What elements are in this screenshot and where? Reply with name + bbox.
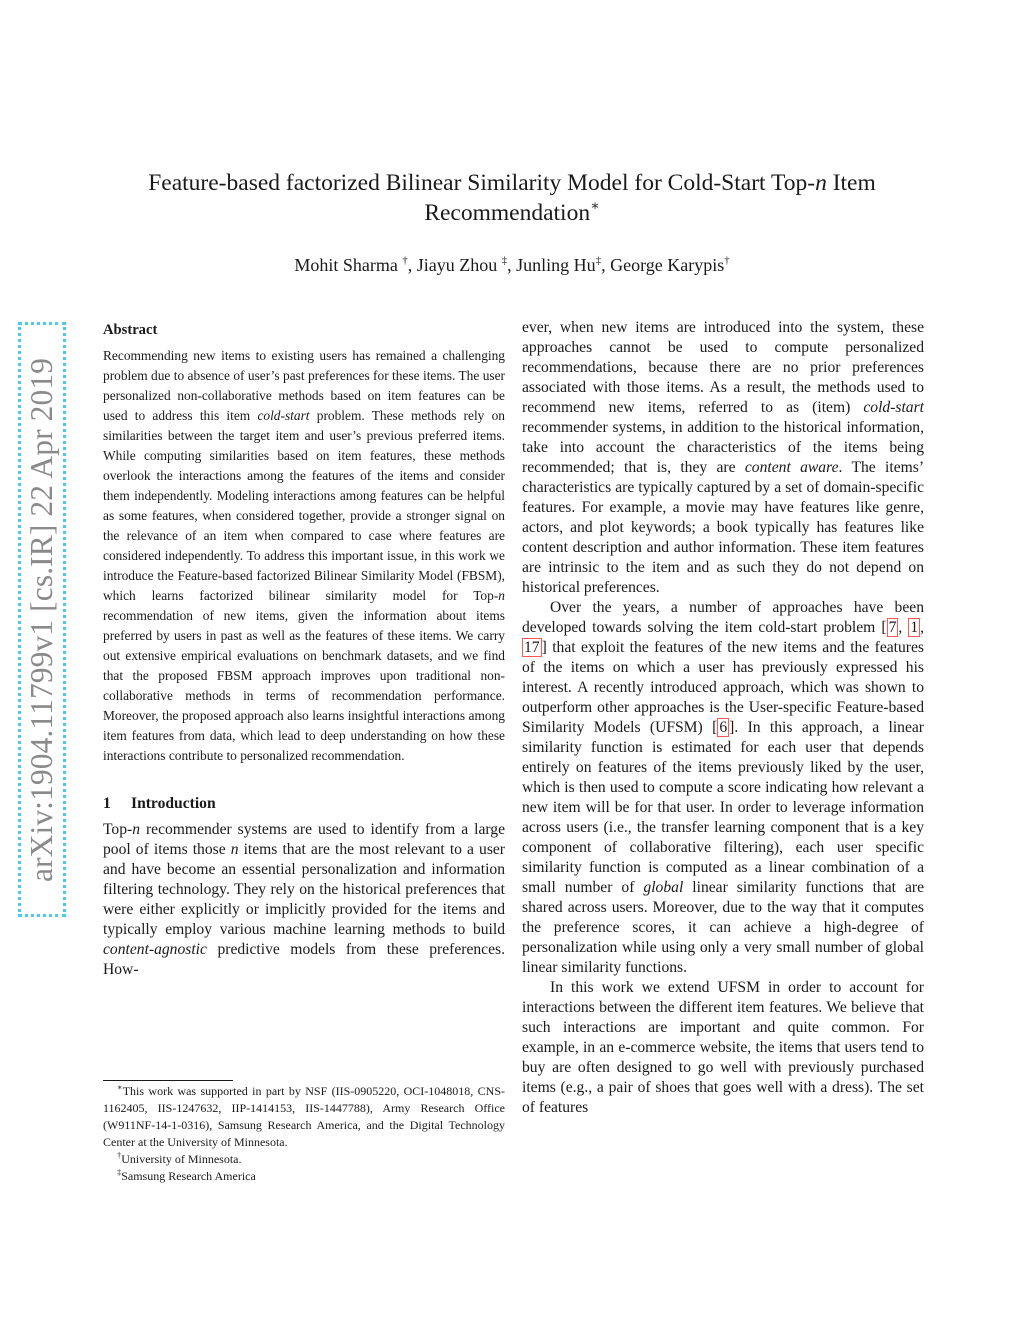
emphasis-cold-start: cold-start	[863, 399, 924, 416]
abstract-emphasis-cold-start: cold-start	[257, 408, 310, 423]
author-2-affiliation: ‡	[501, 254, 508, 267]
paragraph-cold-start-text-3: . The items’ characteristics are typically captured by a set of domain-specific features. For example, a movie may have features like genre, actors, and plot keywords; a book typically has features like content description and author information. These item features are intrinsic to the item and as such they do not depend on historical preferences.	[522, 459, 925, 596]
arxiv-identifier-stamp	[18, 322, 66, 917]
author-2: , Jiayu Zhou	[407, 255, 502, 275]
left-column	[103, 318, 505, 980]
abstract-variable-n: n	[498, 588, 505, 603]
citation-separator: ,	[898, 619, 909, 636]
intro-text-1: Top-	[103, 821, 133, 838]
footnote-funding	[103, 1083, 505, 1151]
section-heading-introduction	[103, 794, 505, 814]
author-1: Mohit Sharma	[294, 255, 403, 275]
paper-title	[100, 168, 924, 228]
footnotes	[103, 1080, 505, 1185]
abstract-heading: Abstract	[103, 322, 158, 338]
intro-variable-n-1: n	[132, 821, 141, 838]
footnote-affiliation-1-mark: †	[117, 1150, 122, 1160]
intro-text-2: recommender systems are used to identify from a large pool of items those	[103, 821, 505, 858]
paragraph-cold-start	[522, 318, 924, 598]
footnote-funding-mark: ∗	[117, 1082, 123, 1092]
author-4-affiliation: †	[724, 254, 730, 267]
intro-emphasis-content-agnostic: content-agnostic	[103, 941, 207, 958]
citation-link-17[interactable]: 17	[524, 639, 540, 656]
footnote-affiliation-2-mark: ‡	[117, 1167, 122, 1177]
author-1-affiliation: †	[402, 254, 408, 267]
title-footnote-mark: ∗	[590, 198, 600, 215]
intro-paragraph	[103, 820, 505, 980]
footnote-affiliation-1	[103, 1151, 505, 1168]
citation-link-7[interactable]: 7	[888, 619, 897, 636]
intro-text-3: items that are the most relevant to a user and have become an essential personalization and information filtering technology. They rely on the historical preferences that were either explicitly or implicitly provided for the items and typically employ various machine learning methods to build	[103, 841, 505, 938]
paragraph-cold-start-text-2: recommender systems, in addition to the historical information, take into account the characteristics of the items being recommended; that is, they are	[522, 419, 924, 476]
paragraph-related-text-2: that exploit the features of the new items and the features of the items on which a user has previously expressed his interest. A recently introduced approach, which was shown to outperform other approaches is the User-specific Feature-based Similarity Models (UFSM)	[522, 639, 924, 736]
title-line1-text: Feature-based factorized Bilinear Similarity Model for Cold-Start Top-	[148, 170, 816, 196]
author-3-affiliation: ‡	[595, 254, 602, 267]
paragraph-extension: In this work we extend UFSM in order to account for interactions between the different item features. We believe that such interactions are important and quite common. For example, in an e-commerce website, the items that users tend to buy are often designed to go well with previously purchased items (e.g., a pair of shoes that goes well with a dress). The set of features	[522, 979, 924, 1116]
paragraph-related-approaches: Over the years, a number of approaches have been developed towards solving the item cold-start problem [ 7 , 1 , 17 ] that exploit the features of the new items and the features of the items on which a user has previously expressed his interest. A recently introduced approach, which was shown to outperform other approaches is the User-specific Feature-based Similarity Models (UFSM) [ 6 ]. In this approach, a linear similarity function is estimated for each user that depends entirely on features of the items previously liked by the user, which is then used to compute a score indicating how relevant a new item will be for that user. In order to leverage information across users (i.e., the transfer learning component that is a key component of collaborative filtering), each user specific similarity function is computed as a linear combination of a small number of global linear similarity functions that are shared across users. Moreover, due to the way that it computes the preference scores, it can achieve a high-degree of personalization while using only a very small number of global linear similarity functions.	[522, 599, 925, 976]
section-title: Introduction	[131, 795, 216, 812]
citation-link-1[interactable]: 1	[910, 619, 919, 636]
author-3: , Junling Hu	[507, 255, 596, 275]
right-column	[522, 318, 924, 1118]
section-number: 1	[103, 795, 111, 812]
abstract-text-2: problem. These methods rely on similarities between the target item and user’s previous preferred items. While computing similarities based on item features, these methods overlook the interactions among the features of the items and consider them independently. Modeling interactions among features can be helpful as some features, when considered together, provide a stronger signal on the relevance of an item when compared to case where features are considered independently. To address this important issue, in this work we introduce the Feature-based factorized Bilinear Similarity Model (FBSM), which learns factorized bilinear similarity model for Top-	[103, 408, 505, 603]
title-line1-end: Item	[826, 170, 876, 196]
emphasis-global: global	[643, 879, 684, 896]
abstract-text-3: recommendation of new items, given the information about items preferred by users in past as well as the features of these items. We carry out extensive empirical evaluations on benchmark datasets, and we find that the proposed FBSM approach improves upon traditional non-collaborative methods in terms of recommendation performance. Moreover, the proposed approach also learns insightful interactions among item features from data, which lead to deep understanding on how these interactions contribute to personalized recommendation.	[103, 608, 505, 763]
author-list	[100, 252, 924, 278]
title-variable-n: n	[815, 170, 827, 196]
intro-variable-n-2: n	[230, 841, 239, 858]
title-line2: Recommendation	[424, 200, 591, 226]
footnote-rule	[103, 1080, 233, 1081]
abstract-body	[103, 346, 505, 766]
emphasis-content-aware: content aware	[744, 459, 839, 476]
footnote-affiliation-2	[103, 1168, 505, 1185]
citation-separator: ,	[920, 619, 925, 636]
author-4: , George Karypis	[601, 255, 725, 275]
paragraph-related-text-4: linear similarity functions that are shared across users. Moreover, due to the way that it computes the preference scores, it can achieve a high-degree of personalization while using only a very small number of global linear similarity functions.	[522, 879, 925, 976]
arxiv-identifier: arXiv:1904.11799v1 [cs.IR] 22 Apr 2019	[24, 357, 59, 882]
footnote-funding-text: This work was supported in part by NSF (IIS-0905220, OCI-1048018, CNS-1162405, IIS-1247632, IIP-1414153, IIS-1447788), Army Research Office (W911NF-14-1-0316), Samsung Research America, and the Digital Technology Center at the University of Minnesota.	[103, 1084, 505, 1149]
abstract-text-1: Recommending new items to existing users has remained a challenging problem due to absence of user’s past preferences for these items. The user personalized non-collaborative methods based on item features can be used to address this item	[103, 348, 505, 423]
intro-text-4: predictive models from these preferences. How-	[103, 941, 505, 978]
footnote-affiliation-2-text: Samsung Research America	[121, 1169, 256, 1183]
citation-link-6[interactable]: 6	[719, 719, 728, 736]
paragraph-cold-start-text-1: ever, when new items are introduced into the system, these approaches cannot be used to compute personalized recommendations, because there are no prior preferences associated with those items. As a result, the methods used to recommend new items, referred to as (item)	[522, 319, 924, 416]
paragraph-related-text-1: Over the years, a number of approaches have been developed towards solving the item cold-start problem	[522, 599, 924, 636]
footnote-affiliation-1-text: University of Minnesota.	[121, 1152, 242, 1166]
paragraph-related-text-3: . In this approach, a linear similarity function is estimated for each user that depends entirely on features of the items previously liked by the user, which is then used to compute a score indicating how relevant a new item will be for that user. In order to leverage information across users (i.e., the transfer learning component that is a key component of collaborative filtering), each user specific similarity function is computed as a linear combination of a small number of	[522, 719, 924, 896]
